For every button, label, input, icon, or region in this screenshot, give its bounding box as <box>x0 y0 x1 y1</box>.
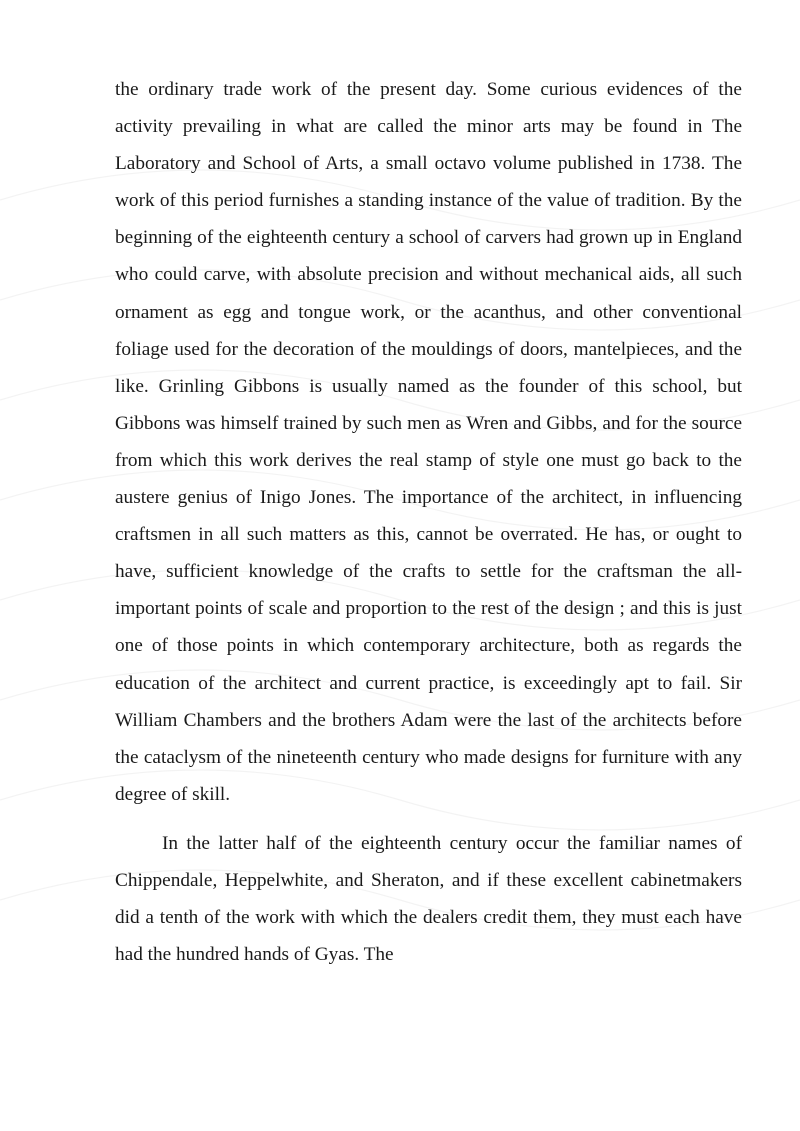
body-text <box>115 71 742 973</box>
paragraph-1: the ordinary trade work of the present day. Some curious evidences of the activity prevailing in what are called the minor arts may be found in The Laboratory and School of Arts, a small octavo volume published in 1738. The work of this period furnishes a standing instance of the value of tradition. By the beginning of the eighteenth century a school of carvers had grown up in England who could carve, with absolute precision and without mechanical aids, all such ornament as egg and tongue work, or the acanthus, and other conventional foliage used for the decoration of the mouldings of doors, mantelpieces, and the like. Grinling Gibbons is usually named as the founder of this school, but Gibbons was himself trained by such men as Wren and Gibbs, and for the source from which this work derives the real stamp of style one must go back to the austere genius of Inigo Jones. The importance of the architect, in influencing craftsmen in all such matters as this, cannot be overrated. He has, or ought to have, sufficient knowledge of the crafts to settle for the craftsman the all-important points of scale and proportion to the rest of the design ; and this is just one of those points in which contemporary architecture, both as regards the education of the architect and current practice, is exceedingly apt to fail. Sir William Chambers and the brothers Adam were the last of the architects before the cataclysm of the nineteenth century who made designs for furniture with any degree of skill. <box>115 79 742 805</box>
paragraph-2: In the latter half of the eighteenth century occur the familiar names of Chippendale, Heppelwhite, and Sheraton, and if these excellent cabinetmakers did a tenth of the work with which the dealers credit them, they must each have had the hundred hands of Gyas. The <box>115 832 742 966</box>
